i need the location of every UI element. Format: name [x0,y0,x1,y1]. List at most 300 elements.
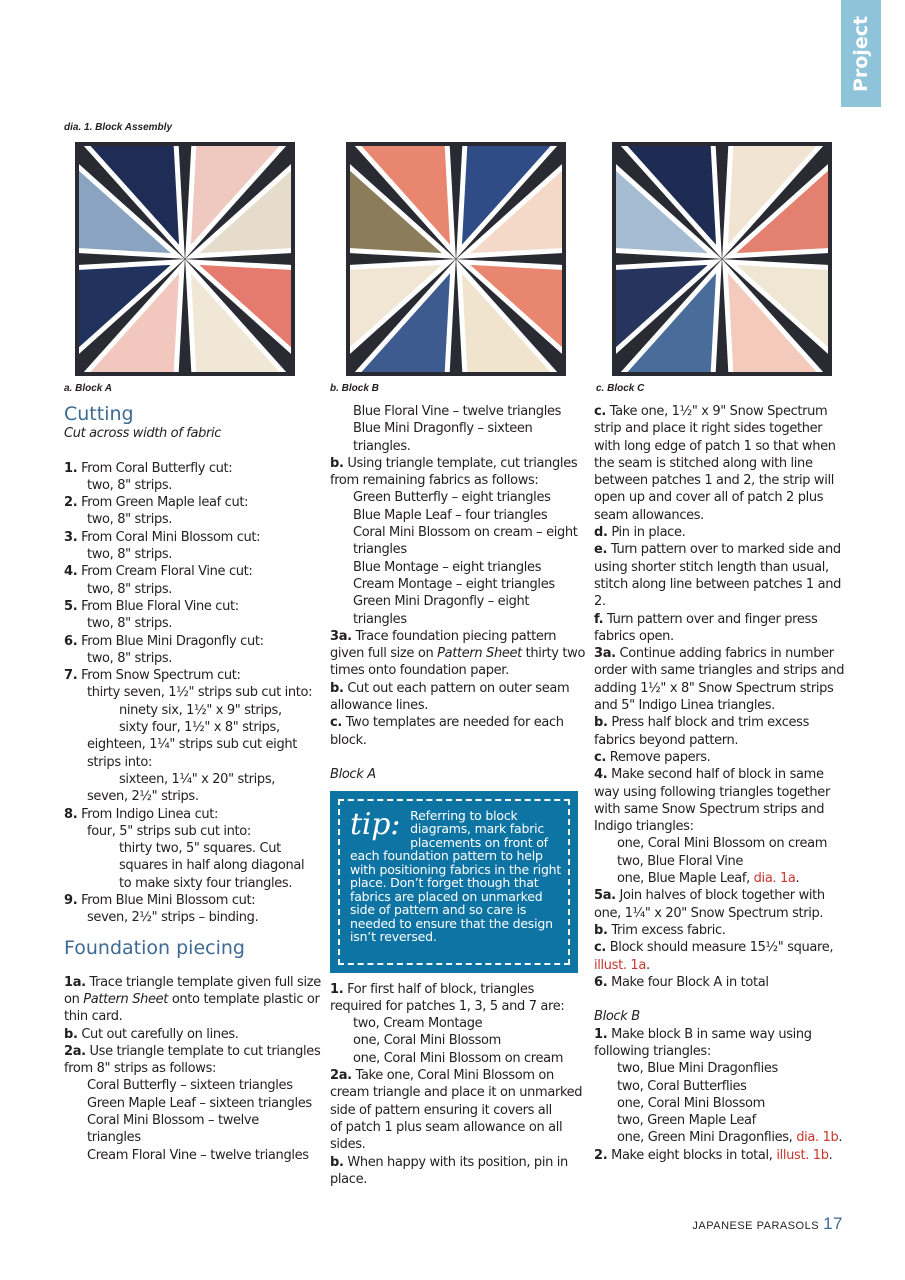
text-segment: thirty seven, 1½" strips sub cut into: [87,685,313,701]
text-line [594,957,846,974]
text-segment: Pattern Sheet [83,991,169,1007]
text-line [64,892,316,909]
text-line [594,991,846,1008]
step-number: 1a. [64,974,86,990]
text-segment: Take one, Coral Mini Blossom on [351,1068,554,1084]
step-number: d. [594,525,608,541]
text-line [330,1154,582,1171]
block-background [75,142,295,376]
text-line [64,598,316,615]
text-segment: triangles [353,611,407,627]
text-segment: to make sixty four triangles. [119,875,293,891]
text-line [594,766,846,783]
step-number: b. [594,715,608,731]
text-line [594,1147,846,1164]
text-line [64,442,316,459]
section-tab [841,0,881,107]
text-line [64,702,316,719]
text-segment: Blue Maple Leaf – four triangles [353,507,548,523]
text-line [594,455,846,472]
text-line [64,425,316,442]
text-segment: Blue Mini Dragonfly – sixteen [353,421,533,437]
text-segment: block. [330,732,367,748]
text-line [330,680,582,697]
text-line [64,909,316,926]
block-background [612,142,832,376]
text-line [594,870,846,887]
text-segment: side of pattern ensuring it covers all [330,1102,552,1118]
text-segment: using shorter stitch length than usual, [594,559,829,575]
text-segment: thirty two, 5" squares. Cut [119,841,281,857]
text-line [330,1102,582,1119]
text-segment: Turn pattern over and finger press [603,611,818,627]
text-line [594,1008,846,1025]
text-line [594,524,846,541]
text-segment: For first half of block, triangles [343,981,535,997]
text-segment: way using following triangles together [594,784,830,800]
text-line [330,749,582,766]
section-heading: Cutting [64,403,134,425]
text-line [64,806,316,823]
text-line [594,1129,846,1146]
text-segment: two, 8" strips. [87,477,173,493]
text-line [330,1032,582,1049]
text-line [64,477,316,494]
text-segment: Continue adding fabrics in number [615,646,834,662]
text-line [594,507,846,524]
text-line [594,749,846,766]
text-segment: times onto foundation paper. [330,663,509,679]
text-segment: given full size on [330,646,438,662]
text-line [64,460,316,477]
text-line [64,1043,321,1060]
text-line [330,472,582,489]
text-line [64,650,316,667]
text-line [330,559,582,576]
text-line [330,1084,582,1101]
text-segment: fabrics beyond pattern. [594,732,739,748]
text-segment: from remaining fabrics as follows: [330,473,539,489]
text-segment: Indigo triangles: [594,819,694,835]
text-segment: Make eight blocks in total, [607,1147,777,1163]
text-line [330,628,582,645]
tip-box [330,791,578,973]
text-segment: place. [330,1171,368,1187]
text-line [330,489,582,506]
text-line [330,662,582,679]
text-line [64,754,316,771]
text-segment: From Indigo Linea cut: [77,806,219,822]
step-number: 3a. [594,646,616,662]
column-3 [594,403,846,1164]
step-number: b. [330,455,344,471]
text-line [64,788,316,805]
text-line [64,1095,316,1112]
text-line [594,818,846,835]
text-line [594,489,846,506]
text-line [330,507,582,524]
text-line [330,732,582,749]
text-segment: two, 8" strips. [87,650,173,666]
step-number: b. [594,922,608,938]
column-2 [330,403,586,1188]
text-segment: sides. [330,1137,366,1153]
text-segment: thirty two [521,646,586,662]
figure-reference: illust. 1a [594,957,646,973]
text-segment: two, Green Maple Leaf [617,1113,756,1129]
text-segment: two, Cream Montage [353,1016,483,1032]
text-line [64,857,316,874]
text-segment: Make block B in same way using [607,1026,812,1042]
text-line [330,714,582,731]
block-c-image [612,142,832,376]
text-segment: one, 1¼" x 20" Snow Spectrum strip. [594,905,824,921]
tip-text: Referring to block diagrams, mark fabric placements on front of each foundation pattern to help with positioning fabrics in the right place. Don’t forget though that fabrics are placed on unmarked side of pattern and so care is needed to ensure that the design isn’t reversed. [350,807,562,945]
text-segment: Coral Butterfly – sixteen triangles [87,1078,293,1094]
text-line [64,771,316,788]
page-number: 17 [823,1214,843,1233]
text-segment: one, Blue Maple Leaf, [617,871,754,887]
text-segment: From Coral Butterfly cut: [77,460,233,476]
text-line [594,680,846,697]
text-segment: Pin in place. [607,525,686,541]
text-line [330,611,582,628]
text-line [594,645,846,662]
text-segment: Blue Floral Vine – twelve triangles [353,404,562,419]
text-line [64,1147,316,1164]
text-line [330,403,582,420]
text-line [330,1050,582,1067]
block-background [346,142,566,376]
step-number: 2a. [330,1068,352,1084]
figure-reference: illust. 1b [776,1147,829,1163]
text-line [594,438,846,455]
text-segment: order with same triangles and strips and [594,663,845,679]
step-number: 2. [64,495,78,511]
text-segment: two, 8" strips. [87,512,173,528]
step-number: 2a. [64,1043,86,1059]
text-segment: strip and place it right sides together [594,421,823,437]
text-segment: from 8" strips as follows: [64,1061,217,1077]
text-segment: one, Green Mini Dragonflies, [617,1130,797,1146]
step-number: 6. [64,633,78,649]
text-segment: strips into: [87,754,153,770]
text-line [594,801,846,818]
text-segment: two, Blue Floral Vine [617,853,744,869]
text-segment: From Green Maple leaf cut: [77,495,249,511]
text-line [594,559,846,576]
text-segment: eighteen, 1¼" strips sub cut eight [87,737,297,753]
step-number: b. [330,680,344,696]
text-segment: two, 8" strips. [87,616,173,632]
step-number: c. [594,940,606,956]
text-line [594,593,846,610]
text-line [64,823,316,840]
text-line [594,576,846,593]
text-segment: onto template plastic or [168,991,320,1007]
text-segment: 2. [594,594,606,610]
text-segment: Two templates are needed for each [341,715,564,731]
text-line [330,981,582,998]
text-segment: one, Coral Mini Blossom on cream [353,1050,564,1066]
text-segment: between patches 1 and 2, the strip will [594,473,834,489]
text-segment: two, 8" strips. [87,547,173,563]
text-segment: . [795,871,800,887]
text-segment: Coral Mini Blossom on cream – eight [353,525,578,541]
text-segment: Block A [330,767,376,783]
text-line [64,1129,316,1146]
text-line [64,736,316,753]
step-number: c. [330,715,342,731]
text-line [64,1026,316,1043]
text-segment: of patch 1 plus seam allowance on all [330,1119,563,1135]
text-line [594,1112,846,1129]
text-segment: Join halves of block together with [615,888,825,904]
step-number: 9. [64,893,78,909]
footer-title: JAPANESE PARASOLS [692,1220,820,1232]
step-number: e. [594,542,608,558]
block-b-caption: b. Block B [330,383,379,394]
step-number: 4. [594,767,608,783]
text-segment: From Coral Mini Blossom cut: [77,529,261,545]
text-line [594,905,846,922]
text-line [594,541,846,558]
text-segment: Use triangle template to cut triangles [85,1043,321,1059]
text-segment: following triangles: [594,1043,711,1059]
text-line [64,511,316,528]
footer [692,1214,843,1234]
step-number: 5. [64,598,78,614]
step-number: 1. [64,460,78,476]
step-number: 5a. [594,888,616,904]
text-segment: Coral Mini Blossom – twelve [87,1112,259,1128]
block-c-caption: c. Block C [596,383,645,394]
step-number: 2. [594,1147,608,1163]
text-line [594,1043,846,1060]
step-number: f. [594,611,604,627]
text-line [64,529,316,546]
text-segment: Take one, 1½" x 9" Snow Spectrum [605,404,828,419]
text-segment: When happy with its position, pin in [343,1154,568,1170]
text-line [64,875,316,892]
column-1 [64,403,321,1164]
text-line [64,684,316,701]
text-line [330,1136,582,1153]
text-segment: . [838,1130,843,1146]
text-line [64,563,316,580]
text-line [64,1112,316,1129]
text-segment: Make second half of block in same [607,767,824,783]
text-line [330,1067,582,1084]
step-number: b. [330,1154,344,1170]
tip-label: tip: [350,806,401,842]
step-number: 4. [64,564,78,580]
text-segment: triangles [87,1130,141,1146]
text-line [330,645,586,662]
text-segment: Press half block and trim excess [607,715,809,731]
text-segment: allowance lines. [330,698,429,714]
text-segment: with long edge of patch 1 so that when [594,438,836,454]
section-heading: Foundation piecing [64,936,245,959]
text-segment: Make four Block A in total [607,974,769,990]
text-line [594,472,846,489]
text-line [64,1060,316,1077]
text-segment: one, Coral Mini Blossom on cream [617,836,828,852]
text-segment: Using triangle template, cut triangles [343,455,578,471]
text-segment: Trace foundation piecing pattern [351,628,557,644]
text-segment: triangles. [353,438,411,454]
text-segment: Remove papers. [605,749,711,765]
text-segment: seam allowances. [594,507,704,523]
text-line [594,1095,846,1112]
text-line [594,420,846,437]
text-segment: triangles [353,542,407,558]
text-segment: the seam is stitched along with line [594,455,813,471]
text-line [330,455,582,472]
text-segment: Green Butterfly – eight triangles [353,490,551,506]
text-segment: sixty four, 1½" x 8" strips, [119,720,280,736]
text-segment: Cut out carefully on lines. [77,1026,239,1042]
text-line [64,840,316,857]
text-line [330,524,582,541]
text-line [64,667,316,684]
text-line [594,403,846,420]
diagram-title: dia. 1. Block Assembly [64,122,173,133]
step-number: 3. [64,529,78,545]
text-segment: two, Blue Mini Dragonflies [617,1061,778,1077]
text-line [64,991,320,1008]
text-line [330,697,582,714]
text-line [594,974,846,991]
text-line [594,922,846,939]
text-segment: Block should measure 15½" square, [605,940,834,956]
text-line [594,714,846,731]
text-segment: From Blue Floral Vine cut: [77,598,239,614]
text-line [64,494,316,511]
text-segment: adding 1½" x 8" Snow Spectrum strips [594,680,834,696]
text-segment: squares in half along diagonal [119,858,305,874]
text-segment: on [64,991,84,1007]
step-number: 8. [64,806,78,822]
text-segment: two, 8" strips. [87,581,173,597]
text-line [64,546,316,563]
text-line [64,581,316,598]
text-segment: required for patches 1, 3, 5 and 7 are: [330,998,565,1014]
text-segment: . [828,1147,833,1163]
text-line [594,697,846,714]
text-line [330,1171,582,1188]
text-segment: From Blue Mini Dragonfly cut: [77,633,264,649]
block-b-image [346,142,566,376]
text-line [594,611,846,628]
text-line [594,662,846,679]
text-line [64,633,316,650]
text-segment: Cream Montage – eight triangles [353,576,555,592]
text-segment: one, Coral Mini Blossom [617,1095,765,1111]
text-segment: seven, 2½" strips. [87,789,199,805]
text-segment: Cut across width of fabric [64,426,222,441]
text-segment: Green Mini Dragonfly – eight [353,594,530,610]
text-segment: Turn pattern over to marked side and [607,542,841,558]
text-line [64,1008,316,1025]
text-segment: . [645,957,650,973]
block-a-image [75,142,295,376]
text-line [64,1077,316,1094]
text-line [64,615,316,632]
text-line [330,1015,582,1032]
text-segment: ninety six, 1½" x 9" strips, [119,702,282,718]
text-segment: From Cream Floral Vine cut: [77,564,253,580]
text-segment: Green Maple Leaf – sixteen triangles [87,1095,312,1111]
text-segment: and 5" Indigo Linea triangles. [594,698,775,714]
text-line [594,732,846,749]
text-segment: Cut out each pattern on outer seam [343,680,570,696]
figure-reference: dia. 1b [796,1130,839,1146]
text-line [330,593,582,610]
step-number: 3a. [330,628,352,644]
step-number: c. [594,749,606,765]
text-line [64,974,321,991]
text-line [594,628,846,645]
text-segment: cream triangle and place it on unmarked [330,1085,583,1101]
text-segment: Block B [594,1009,640,1025]
text-segment: Trace triangle template given full size [85,974,321,990]
step-number: 1. [330,981,344,997]
block-a-caption: a. Block A [64,383,112,394]
text-segment: Cream Floral Vine – twelve triangles [87,1147,309,1163]
text-segment: From Blue Mini Blossom cut: [77,893,256,909]
text-segment: Blue Montage – eight triangles [353,559,542,575]
figure-reference: dia. 1a [753,871,796,887]
text-segment: thin card. [64,1009,123,1025]
text-line [594,1060,846,1077]
text-segment: with same Snow Spectrum strips and [594,801,825,817]
text-segment: stitch along line between patches 1 and [594,576,842,592]
text-segment: Pattern Sheet [437,646,522,662]
step-number: 6. [594,974,608,990]
text-line [330,766,582,783]
text-line [594,835,846,852]
text-line [330,438,582,455]
text-segment: two, Coral Butterflies [617,1078,747,1094]
text-line [64,719,316,736]
text-line [594,887,846,904]
text-line [330,998,582,1015]
text-line [594,853,846,870]
text-segment: four, 5" strips sub cut into: [87,823,251,839]
text-line [594,1078,846,1095]
section-tab-label: Project [850,15,872,92]
text-line [330,1119,582,1136]
text-line [330,420,582,437]
text-line [594,784,846,801]
text-line [594,1026,846,1043]
text-segment: From Snow Spectrum cut: [77,668,241,684]
text-line [330,576,582,593]
text-segment: open up and cover all of patch 2 plus [594,490,824,506]
text-segment: one, Coral Mini Blossom [353,1033,501,1049]
text-line [330,541,582,558]
text-segment: sixteen, 1¼" x 20" strips, [119,771,276,787]
step-number: b. [64,1026,78,1042]
step-number: 1. [594,1026,608,1042]
step-number: 7. [64,668,78,684]
text-segment: fabrics open. [594,628,674,644]
text-segment: Trim excess fabric. [607,922,726,938]
text-line [594,939,846,956]
text-segment: seven, 2½" strips – binding. [87,910,259,926]
step-number: c. [594,404,606,419]
